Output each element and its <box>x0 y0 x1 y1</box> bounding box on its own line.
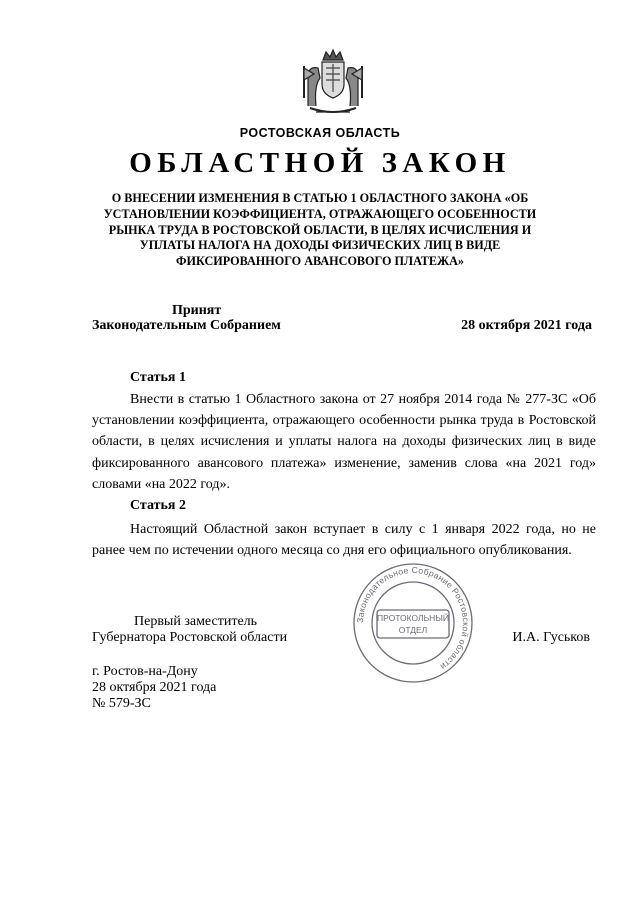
place-of-signing: г. Ростов-на-Дону <box>92 664 198 679</box>
official-stamp <box>352 562 474 684</box>
article-2-heading: Статья 2 <box>130 498 186 513</box>
region-name: РОСТОВСКАЯ ОБЛАСТЬ <box>239 126 401 140</box>
article-1-text: Внести в статью 1 Областного закона от 27 ноября 2014 года № 277-ЗС «Об установлении коэффициента, отражающего особенности рынка труда в Ростовской области, в целях исчисления и уплаты налога на доходы физических лиц в виде фиксированного авансового платежа» изменение, заменив слова «на 2021 год» словами «на 2022 год». <box>92 392 596 492</box>
signatory-position-line-1: Первый заместитель <box>134 614 258 629</box>
article-2-text: Настоящий Областной закон вступает в силу с 1 января 2022 года, но не ранее чем по истечении одного месяца со дня его официального опубликования. <box>92 522 596 559</box>
adopted-by: Законодательным Собранием <box>92 318 281 333</box>
adopted-label: Принят <box>172 303 222 318</box>
coat-of-arms-icon <box>296 46 370 120</box>
signatory-position-line-2: Губернатора Ростовской области <box>92 630 288 645</box>
stamp-inner-line-1: ПРОТОКОЛЬНЫЙ <box>377 613 449 623</box>
law-number: № 579-ЗС <box>92 696 151 711</box>
document-type-title: ОБЛАСТНОЙ ЗАКОН <box>129 147 511 179</box>
adoption-date: 28 октября 2021 года <box>461 318 592 333</box>
stamp-outer-text: Законодательное Собрание Ростовской области <box>354 564 472 673</box>
signing-date: 28 октября 2021 года <box>92 680 217 695</box>
article-1-heading: Статья 1 <box>130 370 186 385</box>
stamp-inner-line-2: ОТДЕЛ <box>398 625 428 635</box>
signatory-name: И.А. Гуськов <box>512 630 590 645</box>
law-subtitle: О ВНЕСЕНИИ ИЗМЕНЕНИЯ В СТАТЬЮ 1 ОБЛАСТНОГО ЗАКОНА «ОБ УСТАНОВЛЕНИИ КОЭФФИЦИЕНТА, ОТРАЖАЮЩЕГО ОСОБЕННОСТИ РЫНКА ТРУДА В РОСТОВСКОЙ ОБЛАСТИ, В ЦЕЛЯХ ИСЧИСЛЕНИЯ И УПЛАТЫ НАЛОГА НА ДОХОДЫ ФИЗИЧЕСКИХ ЛИЦ В ВИДЕ ФИКСИРОВАННОГО АВАНСОВОГО ПЛАТЕЖА» <box>103 191 537 269</box>
